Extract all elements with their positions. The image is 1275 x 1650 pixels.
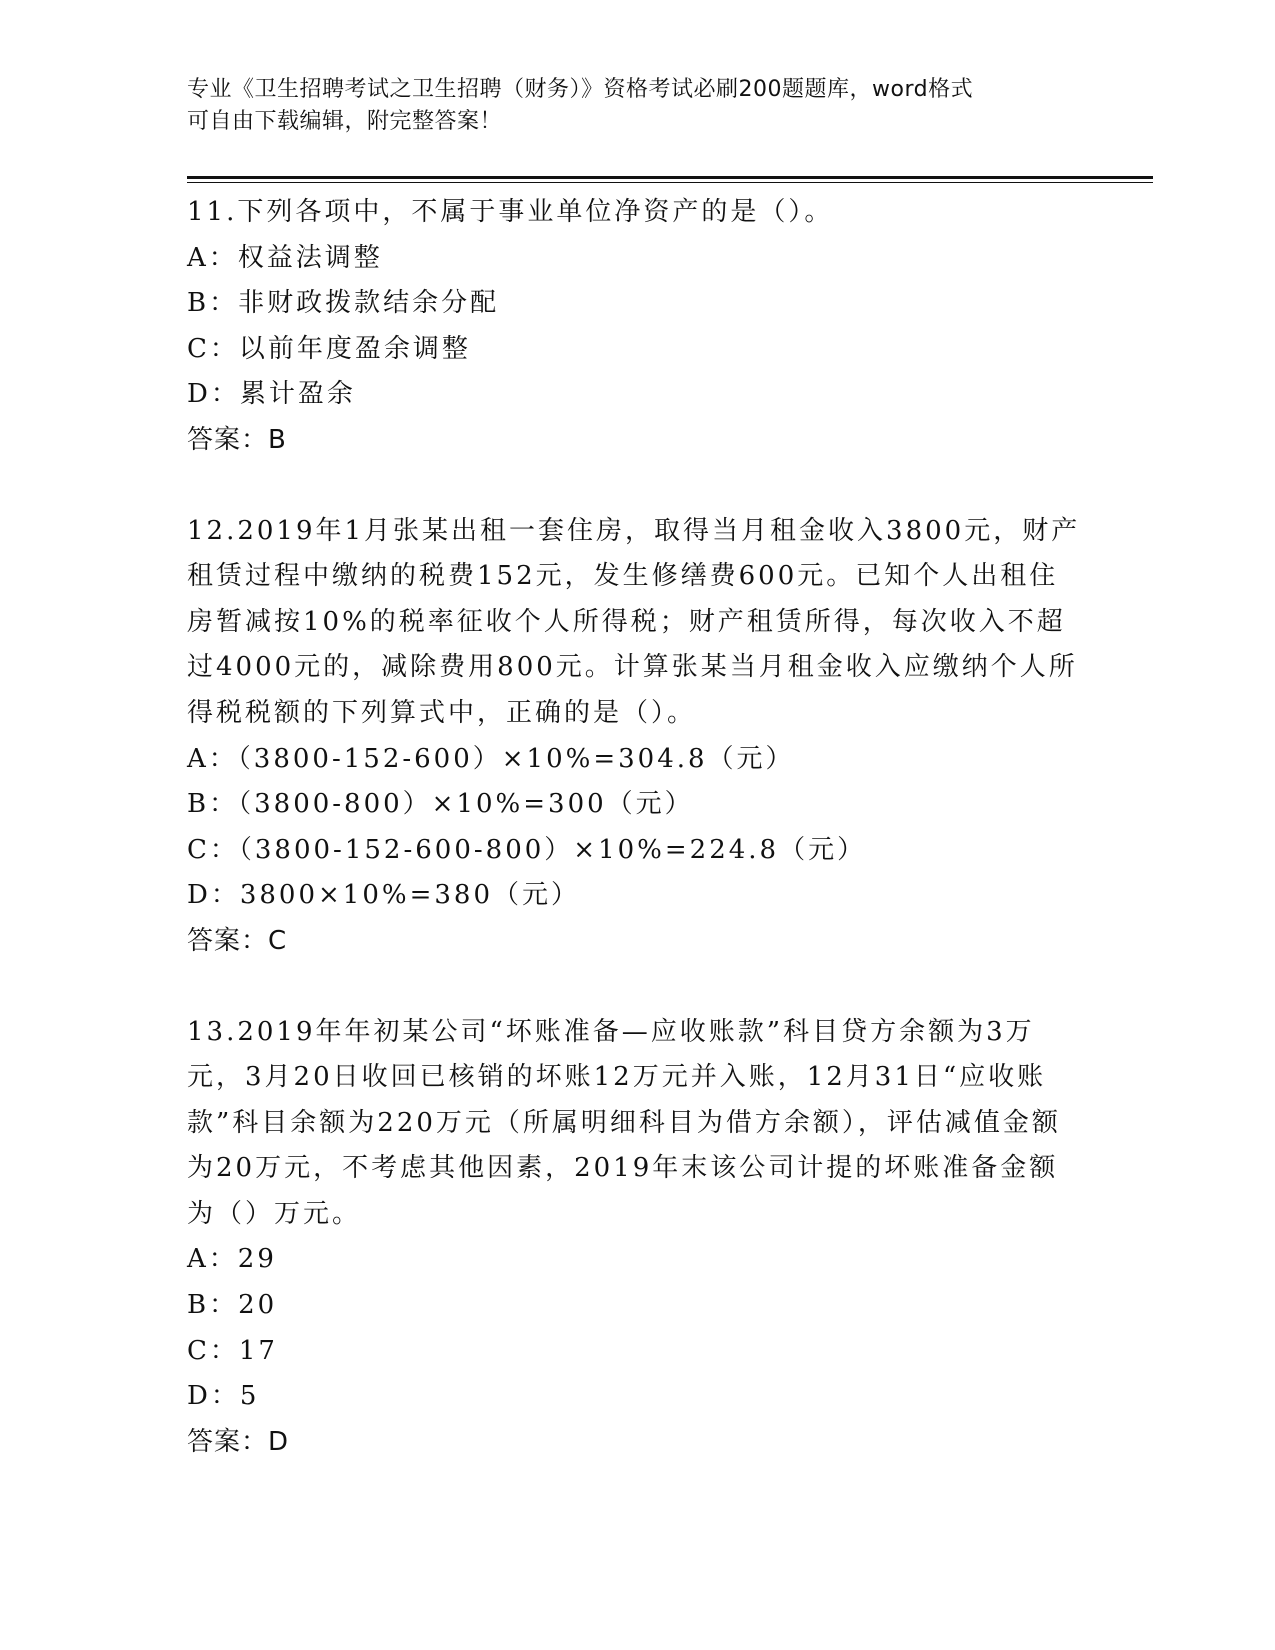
option-b: B：20 bbox=[187, 1290, 278, 1321]
question-11 bbox=[187, 190, 1087, 464]
question-stem: 13.2019年年初某公司“坏账准备—应收账款”科目贷方余额为3万元，3月20日收回已核销的坏账12万元并入账，12月31日“应收账款”科目余额为220万元（所属明细科目为借方余额），评估减值金额为20万元，不考虑其他因素，2019年末该公司计提的坏账准备金额为（）万元。 bbox=[187, 1016, 1061, 1229]
option-d: D：3800×10%=380（元） bbox=[187, 880, 580, 911]
option-a: A：权益法调整 bbox=[187, 242, 383, 273]
header-line-2: 可自由下载编辑，附完整答案！ bbox=[187, 109, 503, 134]
option-c: C：17 bbox=[187, 1335, 278, 1366]
option-d: D：累计盈余 bbox=[187, 379, 356, 410]
option-c: C：以前年度盈余调整 bbox=[187, 333, 471, 364]
answer: 答案：C bbox=[187, 925, 288, 956]
option-a: A：（3800-152-600）×10%=304.8（元） bbox=[187, 743, 795, 774]
question-list bbox=[187, 190, 1087, 1465]
answer: 答案：D bbox=[187, 1426, 290, 1457]
question-spacer bbox=[187, 965, 1087, 1010]
header-divider-thin bbox=[187, 182, 1153, 183]
option-a: A：29 bbox=[187, 1244, 277, 1275]
question-spacer bbox=[187, 464, 1087, 509]
document-header bbox=[187, 74, 1067, 138]
option-c: C：（3800-152-600-800）×10%=224.8（元） bbox=[187, 834, 867, 865]
question-stem: 11.下列各项中，不属于事业单位净资产的是（）。 bbox=[187, 197, 834, 227]
answer: 答案：B bbox=[187, 424, 287, 455]
option-b: B：非财政拨款结余分配 bbox=[187, 288, 500, 319]
option-d: D：5 bbox=[187, 1381, 260, 1412]
header-line-1: 专业《卫生招聘考试之卫生招聘（财务）》资格考试必刷200题题库，word格式 bbox=[187, 77, 974, 102]
question-13 bbox=[187, 1010, 1087, 1466]
header-divider-thick bbox=[187, 176, 1153, 179]
question-stem: 12.2019年1月张某出租一套住房，取得当月租金收入3800元，财产租赁过程中缴纳的税费152元，发生修缮费600元。已知个人出租住房暂减按10%的税率征收个人所得税；财产租赁所得，每次收入不超过4000元的，减除费用800元。计算张某当月租金收入应缴纳个人所得税税额的下列算式中，正确的是（）。 bbox=[187, 515, 1081, 728]
question-12 bbox=[187, 509, 1087, 965]
option-b: B：（3800-800）×10%=300（元） bbox=[187, 789, 694, 820]
